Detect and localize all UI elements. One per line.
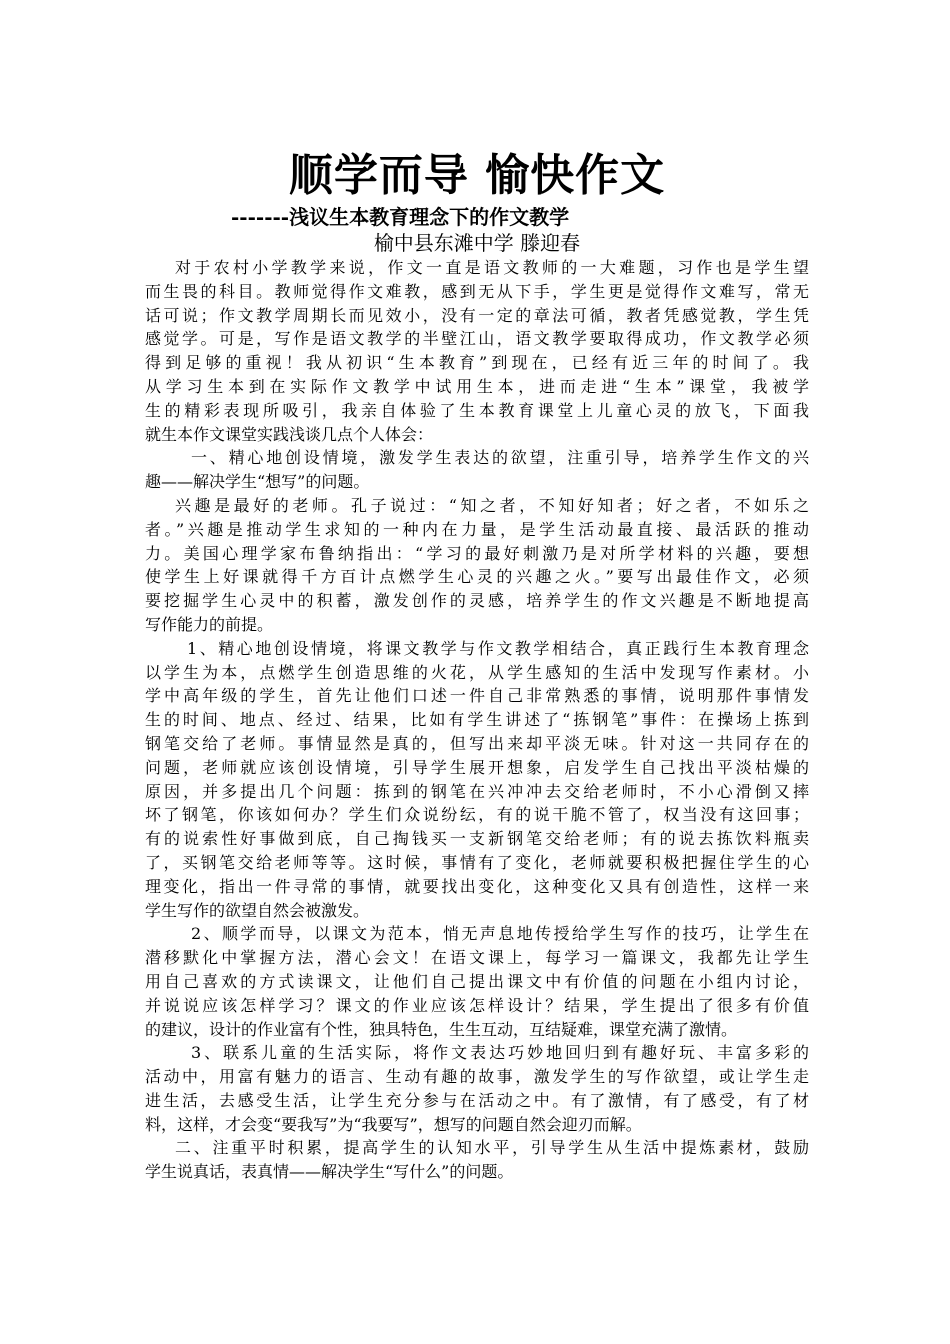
- paragraph-point-2: [145, 922, 809, 1041]
- text-line: 学生写作的欲望自然会被激发。: [145, 900, 370, 920]
- text-line: 学生说真话，表真情——解决学生“写什么”的问题。: [145, 1162, 514, 1182]
- paragraph-interest: [145, 494, 809, 637]
- text-line: 坏了钢笔，你该如何办？学生们众说纷纭，有的说干脆不管了，权当没有这回事；: [145, 805, 809, 825]
- text-line: 料，这样，才会变“要我写”为“我要写”，想写的问题自然会迎刃而解。: [145, 1114, 642, 1134]
- text-line: 以学生为本，点燃学生创造思维的火花，从学生感知的生活中发现写作素材。小: [145, 662, 809, 682]
- text-line: 原因，并多提出几个问题：拣到的钢笔在兴冲冲去交给老师时，不小心滑倒又摔: [145, 781, 809, 801]
- document-subtitle: -------浅议生本教育理念下的作文教学: [231, 205, 570, 229]
- text-line: 生的时间、地点、经过、结果，比如有学生讲述了“拣钢笔”事件：在操场上拣到: [145, 710, 809, 730]
- paragraph-section-one-heading: [145, 446, 809, 494]
- paragraph-point-1: [145, 637, 809, 923]
- text-line: 进生活，去感受生活，让学生充分参与在活动之中。有了激情，有了感受，有了材: [145, 1090, 809, 1110]
- text-line: 而生畏的科目。教师觉得作文难教，感到无从下手，学生更是觉得作文难写，常无: [145, 281, 809, 301]
- text-line: 学中高年级的学生，首先让他们口述一件自己非常熟悉的事情，说明那件事情发: [145, 686, 809, 706]
- text-line: 兴趣是最好的老师。孔子说过：“知之者，不知好知者；好之者，不如乐之: [175, 495, 809, 515]
- text-line: 一、精心地创设情境，激发学生表达的欲望，注重引导，培养学生作文的兴: [191, 448, 809, 468]
- text-line: 对于农村小学教学来说，作文一直是语文教师的一大难题，习作也是学生望: [175, 258, 809, 277]
- document-author: 榆中县东滩中学 滕迎春: [373, 231, 581, 255]
- text-line: 活动中，用富有魅力的语言、生动有趣的故事，激发学生的写作欲望，或让学生走: [145, 1067, 809, 1087]
- document-page: [145, 148, 809, 1184]
- document-title: 顺学而导 愉快作文: [288, 150, 666, 201]
- text-line: 有的说索性好事做到底，自己掏钱买一支新钢笔交给老师；有的说去拣饮料瓶卖: [145, 829, 809, 849]
- text-line: 生的精彩表现所吸引，我亲自体验了生本教育课堂上儿童心灵的放飞，下面我: [145, 400, 809, 420]
- text-line: 并说说应该怎样学习？课文的作业应该怎样设计？结果，学生提出了很多有价值: [145, 995, 809, 1015]
- text-line: 用自己喜欢的方式读课文，让他们自己提出课文中有价值的问题在小组内讨论，: [145, 971, 809, 991]
- text-line: 得到足够的重视！我从初识“生本教育”到现在，已经有近三年的时间了。我: [145, 353, 809, 373]
- paragraph-intro: [145, 256, 809, 446]
- text-line: 问题，老师就应该创设情境，引导学生展开想象，启发学生自己找出平淡枯燥的: [145, 757, 809, 777]
- text-line: 理变化，指出一件寻常的事情，就要找出变化，这种变化又具有创造性，这样一来: [145, 876, 809, 896]
- paragraph-point-3: [145, 1041, 809, 1136]
- text-line: 潜移默化中掌握方法，潜心会文！在语文课上，每学习一篇课文，我都先让学生: [145, 948, 809, 968]
- text-line: 使学生上好课就得千方百计点燃学生心灵的兴趣之火。”要写出最佳作文，必须: [145, 567, 809, 587]
- text-line: 2、顺学而导，以课文为范本，悄无声息地传授给学生写作的技巧，让学生在: [191, 924, 809, 944]
- text-line: 二、注重平时积累，提高学生的认知水平，引导学生从生活中提炼素材，鼓励: [175, 1138, 809, 1158]
- text-line: 从学习生本到在实际作文教学中试用生本，进而走进“生本”课堂，我被学: [145, 376, 809, 396]
- text-line: 钢笔交给了老师。事情显然是真的，但写出来却平淡无味。针对这一共同存在的: [145, 733, 809, 753]
- text-line: 了，买钢笔交给老师等等。这时候，事情有了变化，老师就要积极把握住学生的心: [145, 852, 809, 872]
- paragraph-section-two-heading: [145, 1136, 809, 1184]
- text-line: 要挖掘学生心灵中的积蓄，激发创作的灵感，培养学生的作文兴趣是不断地提高: [145, 591, 809, 611]
- text-line: 的建议，设计的作业富有个性，独具特色，生生互动，互结疑难，课堂充满了激情。: [145, 1019, 738, 1039]
- text-line: 力。美国心理学家布鲁纳指出：“学习的最好刺激乃是对所学材料的兴趣，要想: [145, 543, 809, 563]
- text-line: 感觉学。可是，写作是语文教学的半壁江山，语文教学要取得成功，作文教学必须: [145, 329, 809, 349]
- text-line: 趣——解决学生“想写”的问题。: [145, 472, 370, 492]
- text-line: 写作能力的前提。: [145, 614, 274, 634]
- text-line: 者。”兴趣是推动学生求知的一种内在力量，是学生活动最直接、最活跃的推动: [145, 519, 809, 539]
- text-line: 就生本作文课堂实践浅谈几点个人体会：: [145, 424, 434, 444]
- text-line: 1、精心地创设情境，将课文教学与作文教学相结合，真正践行生本教育理念: [187, 638, 809, 658]
- text-line: 话可说；作文教学周期长而见效小，没有一定的章法可循，教者凭感觉教，学生凭: [145, 305, 809, 325]
- text-line: 3、联系儿童的生活实际，将作文表达巧妙地回归到有趣好玩、丰富多彩的: [191, 1043, 809, 1063]
